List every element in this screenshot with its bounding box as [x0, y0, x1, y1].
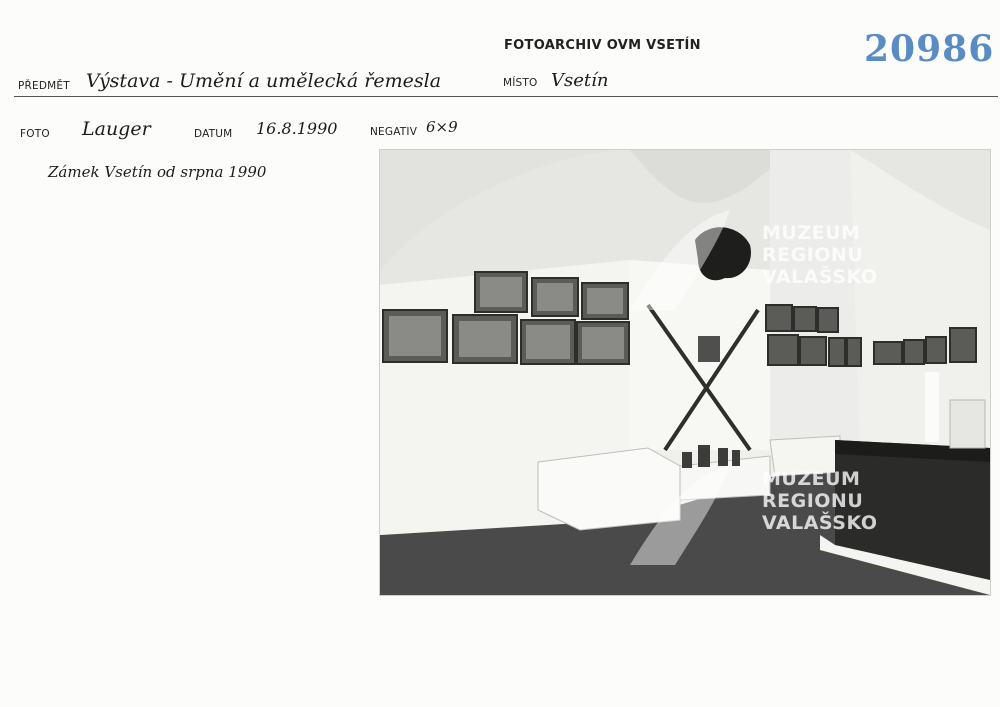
- location-note: Zámek Vsetín od srpna 1990: [48, 163, 267, 181]
- museum-watermark-bottom: MUZEUM REGIONU VALAŠSKO: [762, 468, 878, 534]
- exhibition-photograph: [380, 150, 990, 595]
- subject-value: Výstava - Umění a umělecká řemesla: [86, 70, 442, 92]
- museum-logo-watermark-top: [620, 200, 740, 320]
- header-divider: [14, 96, 998, 97]
- place-label: MÍSTO: [503, 77, 538, 89]
- date-label: DATUM: [194, 128, 233, 140]
- archive-number-stamp: 20986: [864, 28, 995, 70]
- date-value: 16.8.1990: [256, 119, 338, 138]
- archive-title: FOTOARCHIV OVM VSETÍN: [504, 38, 701, 53]
- negative-value: 6×9: [426, 118, 458, 136]
- museum-watermark-top: MUZEUM REGIONU VALAŠSKO: [762, 222, 878, 288]
- photographer-label: FOTO: [20, 128, 50, 140]
- place-value: Vsetín: [551, 70, 609, 91]
- subject-label: PŘEDMĚT: [18, 80, 70, 92]
- museum-logo-watermark-bottom: [620, 455, 740, 575]
- negative-label: NEGATIV: [370, 126, 418, 138]
- photographer-value: Lauger: [82, 118, 151, 140]
